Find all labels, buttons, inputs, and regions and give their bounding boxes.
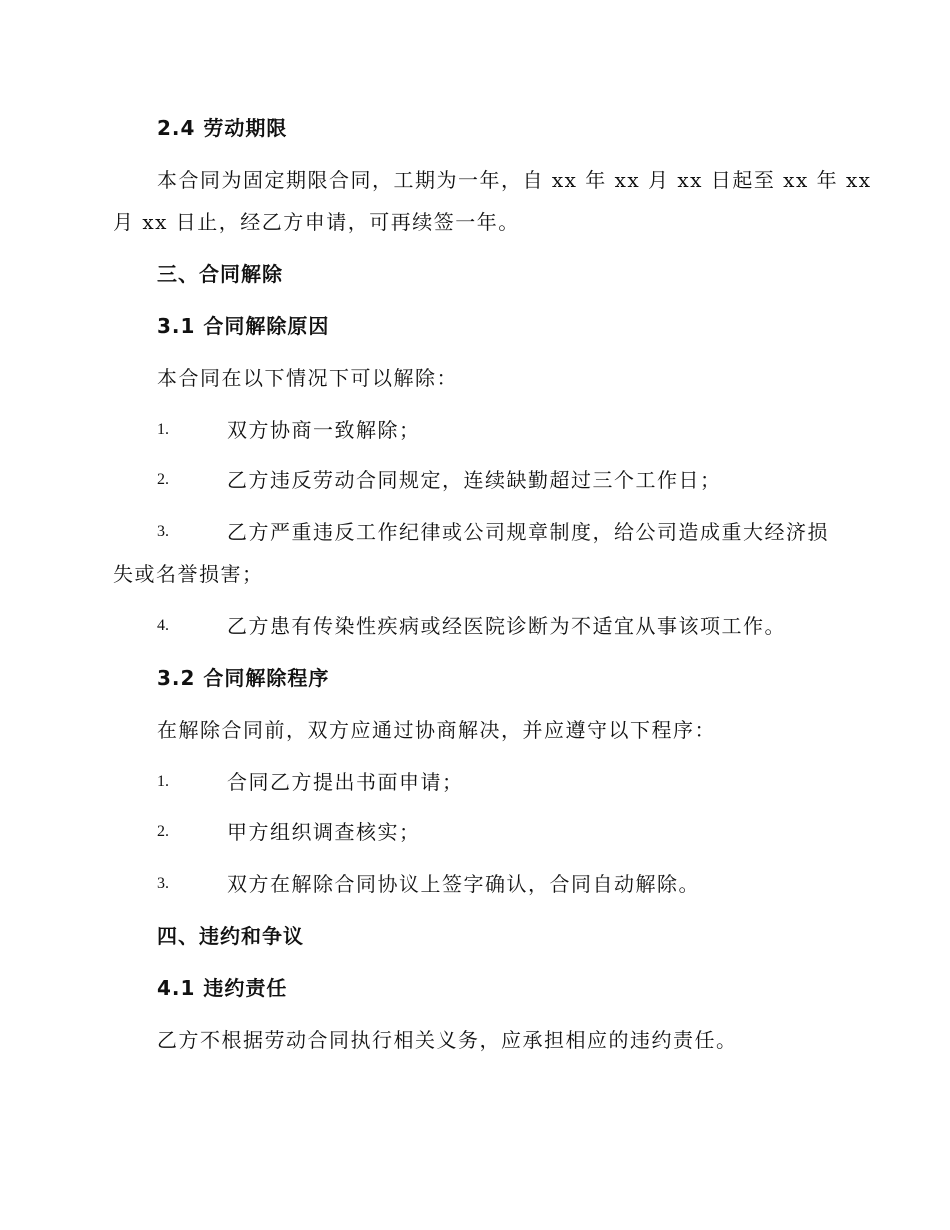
- list-item-text: 双方在解除合同协议上签字确认，合同自动解除。: [227, 872, 700, 896]
- list-item-number: 2.: [157, 823, 169, 840]
- paragraph-line: 本合同为固定期限合同，工期为一年，自 xx 年 xx 月 xx 日起至 xx 年 xx: [157, 168, 872, 192]
- list-item-number: 1.: [157, 773, 169, 790]
- list-item-text: 乙方患有传染性疾病或经医院诊断为不适宜从事该项工作。: [227, 614, 786, 638]
- section-3-heading: 三、合同解除: [157, 262, 283, 286]
- list-item-text: 乙方严重违反工作纪律或公司规章制度，给公司造成重大经济损: [227, 520, 829, 544]
- list-item-number: 1.: [157, 421, 169, 438]
- section-3-1-heading: 3.1 合同解除原因: [157, 314, 330, 338]
- list-item-text: 合同乙方提出书面申请；: [227, 770, 464, 794]
- list-item-number: 3.: [157, 523, 169, 540]
- list-item-number: 4.: [157, 617, 169, 634]
- paragraph-line: 月 xx 日止，经乙方申请，可再续签一年。: [113, 210, 520, 234]
- list-item-number: 2.: [157, 471, 169, 488]
- section-3-2-heading: 3.2 合同解除程序: [157, 666, 330, 690]
- section-4-heading: 四、违约和争议: [157, 924, 304, 948]
- list-item-text: 甲方组织调查核实；: [227, 820, 421, 844]
- list-item-text: 乙方违反劳动合同规定，连续缺勤超过三个工作日；: [227, 468, 722, 492]
- section-2-4-heading: 2.4 劳动期限: [157, 116, 288, 140]
- list-item-continuation: 失或名誉损害；: [113, 562, 264, 586]
- paragraph-intro: 在解除合同前，双方应通过协商解决，并应遵守以下程序：: [157, 718, 716, 742]
- paragraph-text: 乙方不根据劳动合同执行相关义务，应承担相应的违约责任。: [157, 1028, 738, 1052]
- paragraph-intro: 本合同在以下情况下可以解除：: [157, 366, 458, 390]
- list-item-number: 3.: [157, 875, 169, 892]
- list-item-text: 双方协商一致解除；: [227, 418, 421, 442]
- section-4-1-heading: 4.1 违约责任: [157, 976, 288, 1000]
